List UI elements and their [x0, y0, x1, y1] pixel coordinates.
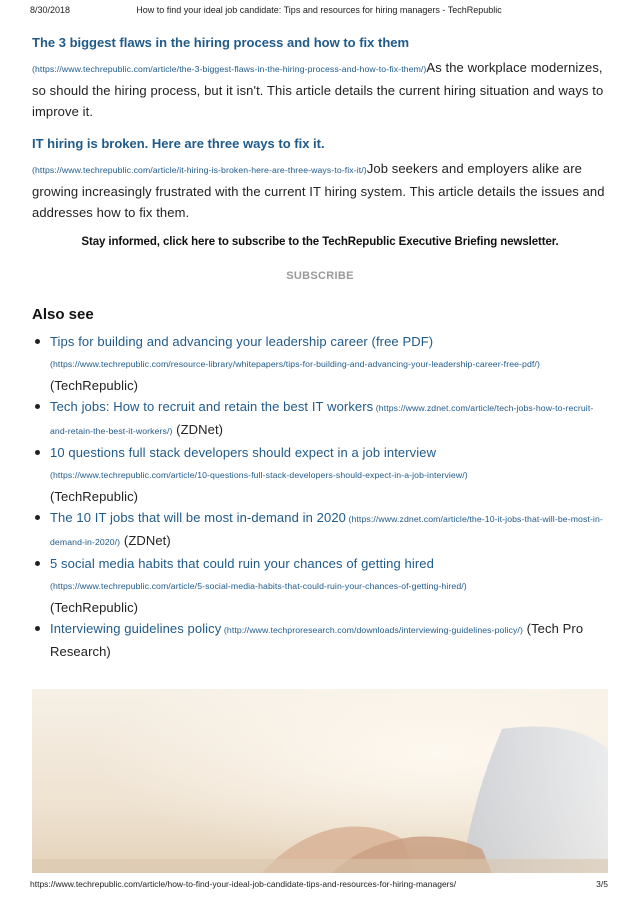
also-see-source: (TechRepublic) — [50, 600, 139, 615]
also-see-heading: Also see — [32, 306, 94, 323]
handshake-photo-illustration — [32, 689, 608, 873]
print-page-title: How to find your ideal job candidate: Tips and resources for hiring managers - TechRepublic — [136, 5, 502, 15]
page-number: 3/5 — [596, 879, 608, 889]
newsletter-prompt-link[interactable]: Stay informed, click here to subscribe to the TechRepublic Executive Briefing newsletter. — [81, 236, 559, 248]
related-article-text: As the workplace modernizes, so should the hiring process, but it isn't. This article details the current hiring situation and ways to improve it. — [32, 60, 604, 119]
also-see-url-link[interactable]: (https://www.techrepublic.com/article/5-social-media-habits-that-could-ruin-your-chances-of-getting-hired/) — [50, 581, 467, 591]
list-item — [50, 507, 608, 553]
list-item — [50, 618, 608, 662]
related-article-paragraph — [32, 158, 608, 223]
list-item — [50, 396, 608, 442]
also-see-url-link[interactable]: (https://www.techrepublic.com/resource-library/whitepapers/tips-for-building-and-advancing-your-leadership-career-free-pdf/) — [50, 359, 540, 369]
related-article-text: Job seekers and employers alike are growing increasingly frustrated with the current IT hiring system. This article details the issues and addresses how to fix them. — [32, 161, 605, 220]
also-see-title-link[interactable]: The 10 IT jobs that will be most in-demand in 2020 — [50, 510, 346, 525]
print-header — [0, 5, 638, 19]
related-article-url-link[interactable]: (https://www.techrepublic.com/article/the-3-biggest-flaws-in-the-hiring-process-and-how-to-fix-them/) — [32, 64, 427, 74]
print-date: 8/30/2018 — [30, 5, 71, 15]
also-see-title-link[interactable]: 10 questions full stack developers should expect in a job interview — [50, 445, 437, 460]
also-see-title-link[interactable]: Tech jobs: How to recruit and retain the best IT workers — [50, 399, 374, 414]
print-footer-url: https://www.techrepublic.com/article/how-to-find-your-ideal-job-candidate-tips-and-resources-for-hiring-managers/ — [30, 879, 457, 889]
related-article-heading-link[interactable]: IT hiring is broken. Here are three ways to fix it. — [32, 136, 325, 151]
also-see-source: (TechRepublic) — [50, 489, 139, 504]
also-see-title-link[interactable]: Tips for building and advancing your leadership career (free PDF) — [50, 334, 434, 349]
also-see-title-link[interactable]: 5 social media habits that could ruin your chances of getting hired — [50, 556, 434, 571]
also-see-list — [32, 331, 608, 662]
also-see-source: (TechRepublic) — [50, 378, 139, 393]
also-see-url-link[interactable]: (https://www.zdnet.com/article/the-10-it-jobs-that-will-be-most-in-demand-in-2020/) — [50, 514, 603, 547]
subscribe-button[interactable]: SUBSCRIBE — [286, 270, 354, 282]
list-item — [50, 442, 608, 507]
also-see-url-link[interactable]: (https://www.techrepublic.com/article/10-questions-full-stack-developers-should-expect-in-a-job-interview/) — [50, 470, 468, 480]
list-item — [50, 331, 608, 396]
related-article — [32, 135, 608, 223]
article-photo — [32, 689, 608, 873]
also-see-url-link[interactable]: (https://www.zdnet.com/article/tech-jobs-how-to-recruit-and-retain-the-best-it-workers/) — [50, 403, 594, 436]
also-see-source: (Tech Pro Research) — [50, 621, 584, 659]
article-content — [32, 34, 608, 662]
also-see-url-link[interactable]: (http://www.techproresearch.com/downloads/interviewing-guidelines-policy/) — [221, 625, 523, 635]
also-see-source: (ZDNet) — [172, 422, 224, 437]
related-article — [32, 34, 608, 122]
list-item — [50, 553, 608, 618]
related-article-url-link[interactable]: (https://www.techrepublic.com/article/it-hiring-is-broken-here-are-three-ways-to-fix-it/) — [32, 165, 367, 175]
also-see-source: (ZDNet) — [120, 533, 171, 548]
related-article-heading-link[interactable]: The 3 biggest flaws in the hiring process and how to fix them — [32, 35, 410, 50]
related-article-paragraph — [32, 57, 608, 122]
also-see-title-link[interactable]: Interviewing guidelines policy — [50, 621, 222, 636]
